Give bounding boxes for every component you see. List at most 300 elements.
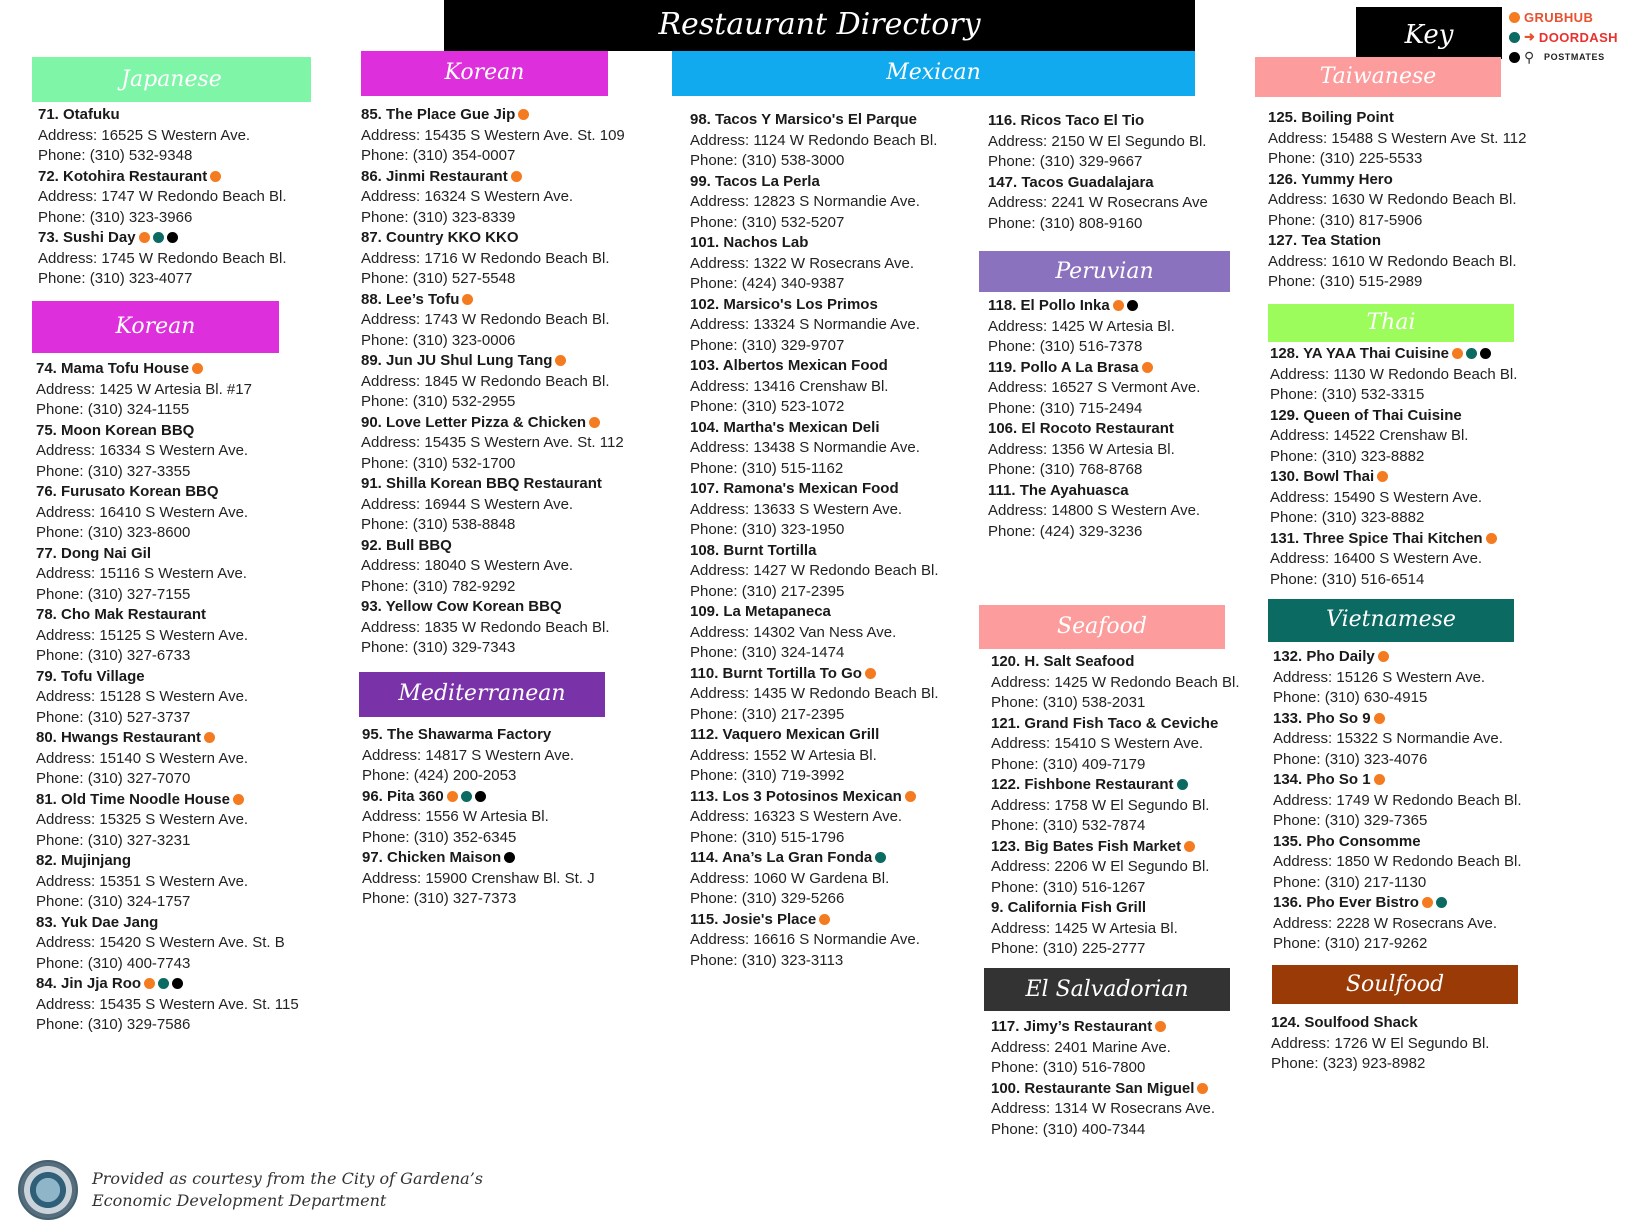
doordash-dot-icon xyxy=(153,232,164,243)
postmates-dot-icon xyxy=(167,232,178,243)
legend-doordash xyxy=(1506,27,1632,47)
header-japanese: Japanese xyxy=(32,57,311,102)
restaurant-entry xyxy=(36,913,299,975)
restaurant-name: 86. Jinmi Restaurant xyxy=(361,167,508,185)
postmates-dot-icon xyxy=(1127,300,1138,311)
restaurant-phone: Phone: (310) 527-5548 xyxy=(361,270,516,287)
restaurant-name: 75. Moon Korean BBQ xyxy=(36,421,195,439)
restaurant-phone: Phone: (310) 768-8768 xyxy=(988,461,1143,478)
restaurant-phone: Phone: (310) 329-5266 xyxy=(690,890,845,907)
restaurant-name: 102. Marsico's Los Primos xyxy=(690,295,878,313)
grubhub-dot-icon xyxy=(1184,841,1195,852)
restaurant-address: Address: 16525 S Western Ave. xyxy=(38,126,251,144)
grubhub-dot-icon xyxy=(518,109,529,120)
restaurant-address: Address: 1747 W Redondo Beach Bl. xyxy=(38,188,287,205)
doordash-dot-icon xyxy=(1466,348,1477,359)
restaurant-address: Address: 1124 W Redondo Beach Bl. xyxy=(690,131,938,149)
restaurant-name: 82. Mujinjang xyxy=(36,852,132,869)
restaurant-entry xyxy=(1273,709,1521,771)
grubhub-dot-icon xyxy=(905,791,916,802)
restaurant-phone: Phone: (310) 515-1162 xyxy=(690,459,844,477)
restaurant-address: Address: 18040 S Western Ave. xyxy=(361,557,574,574)
legend-postmates-label: POSTMATES xyxy=(1544,52,1605,62)
restaurant-address: Address: 2401 Marine Ave. xyxy=(991,1038,1171,1056)
restaurant-address: Address: 1630 W Redondo Beach Bl. xyxy=(1268,191,1517,208)
restaurant-phone: Phone: (310) 538-2031 xyxy=(991,694,1146,711)
restaurant-entry xyxy=(690,848,938,910)
restaurant-address: Address: 14522 Crenshaw Bl. xyxy=(1270,427,1469,444)
header-mexican: Mexican xyxy=(672,51,1195,96)
restaurant-address: Address: 13438 S Normandie Ave. xyxy=(690,439,920,456)
restaurant-entry xyxy=(1273,770,1521,832)
restaurant-phone: Phone: (310) 327-7155 xyxy=(36,585,191,603)
restaurant-phone: Phone: (310) 538-8848 xyxy=(361,516,516,533)
restaurant-name: 115. Josie's Place xyxy=(690,910,817,928)
restaurant-entry xyxy=(361,351,625,413)
restaurant-address: Address: 16527 S Vermont Ave. xyxy=(988,379,1201,396)
restaurant-address: Address: 16410 S Western Ave. xyxy=(36,503,249,521)
grubhub-dot-icon xyxy=(144,978,155,989)
restaurant-entry xyxy=(361,597,625,659)
restaurant-address: Address: 15116 S Western Ave. xyxy=(36,565,247,582)
restaurant-name: 97. Chicken Maison xyxy=(362,849,502,866)
restaurant-address: Address: 2241 W Rosecrans Ave xyxy=(988,194,1208,211)
restaurant-name: 147. Tacos Guadalajara xyxy=(988,173,1154,191)
restaurant-name: 84. Jin Jja Roo xyxy=(36,975,142,992)
header-vietnamese: Vietnamese xyxy=(1268,599,1514,642)
legend-grubhub-label: GRUBHUB xyxy=(1524,9,1594,25)
restaurant-address: Address: 14817 S Western Ave. xyxy=(362,746,575,764)
restaurant-phone: Phone: (310) 217-9262 xyxy=(1273,935,1428,952)
restaurant-name: 91. Shilla Korean BBQ Restaurant xyxy=(361,475,602,492)
restaurant-name: 100. Restaurante San Miguel xyxy=(991,1079,1195,1097)
restaurant-name: 130. Bowl Thai xyxy=(1270,468,1375,485)
restaurant-address: Address: 1356 W Artesia Bl. xyxy=(988,440,1175,458)
restaurant-name: 118. El Pollo Inka xyxy=(988,297,1110,314)
restaurant-name: 83. Yuk Dae Jang xyxy=(36,913,159,931)
restaurant-entry xyxy=(1268,108,1527,170)
restaurant-address: Address: 16323 S Western Ave. xyxy=(690,808,903,825)
header-el-salvadorian: El Salvadorian xyxy=(984,968,1230,1011)
restaurant-phone: Phone: (310) 217-1130 xyxy=(1273,873,1427,891)
restaurant-name: 128. YA YAA Thai Cuisine xyxy=(1270,345,1449,362)
restaurant-address: Address: 2150 W El Segundo Bl. xyxy=(988,132,1207,150)
restaurant-phone: Phone: (310) 323-8882 xyxy=(1270,447,1425,465)
restaurant-entry xyxy=(1273,647,1521,709)
restaurant-name: 88. Lee’s Tofu xyxy=(361,290,460,308)
postmates-dot-icon xyxy=(504,852,515,863)
restaurant-entry xyxy=(38,105,286,167)
restaurant-entry xyxy=(690,541,938,603)
restaurant-entry xyxy=(690,787,938,849)
restaurant-address: Address: 15435 S Western Ave. St. 115 xyxy=(36,995,299,1013)
restaurant-name: 109. La Metapaneca xyxy=(690,603,831,620)
restaurant-entry xyxy=(690,602,938,664)
restaurant-phone: Phone: (310) 782-9292 xyxy=(361,577,516,595)
restaurant-entry xyxy=(361,228,625,290)
restaurant-name: 125. Boiling Point xyxy=(1268,109,1394,126)
restaurant-address: Address: 16616 S Normandie Ave. xyxy=(690,931,920,948)
grubhub-dot-icon xyxy=(204,732,215,743)
restaurant-address: Address: 16400 S Western Ave. xyxy=(1270,550,1483,567)
postmates-dot-icon xyxy=(172,978,183,989)
restaurant-name: 124. Soulfood Shack xyxy=(1271,1014,1418,1031)
restaurant-phone: Phone: (310) 217-2395 xyxy=(690,705,845,723)
restaurant-address: Address: 15325 S Western Ave. xyxy=(36,811,249,828)
restaurant-address: Address: 1130 W Redondo Beach Bl. xyxy=(1270,365,1518,383)
restaurant-address: Address: 15420 S Western Ave. St. B xyxy=(36,934,285,951)
restaurant-address: Address: 2206 W El Segundo Bl. xyxy=(991,858,1210,875)
restaurant-phone: Phone: (310) 327-6733 xyxy=(36,647,191,664)
restaurant-phone: Phone: (310) 719-3992 xyxy=(690,767,845,784)
grubhub-dot-icon xyxy=(192,363,203,374)
header-soulfood: Soulfood xyxy=(1272,965,1518,1004)
restaurant-entry xyxy=(1270,467,1517,529)
restaurant-phone: Phone: (310) 329-7343 xyxy=(361,639,516,656)
restaurant-entry xyxy=(36,544,299,606)
restaurant-phone: Phone: (310) 323-8882 xyxy=(1270,509,1425,526)
restaurant-name: 96. Pita 360 xyxy=(362,787,444,805)
restaurant-entry xyxy=(36,851,299,913)
header-seafood: Seafood xyxy=(979,605,1225,649)
grubhub-dot-icon xyxy=(1486,533,1497,544)
restaurant-phone: Phone: (310) 532-2955 xyxy=(361,393,516,410)
restaurant-name: 99. Tacos La Perla xyxy=(690,172,820,190)
restaurant-entry xyxy=(361,413,625,475)
restaurant-name: 114. Ana’s La Gran Fonda xyxy=(690,849,873,866)
restaurant-phone: Phone: (310) 329-9707 xyxy=(690,336,845,354)
grubhub-dot-icon xyxy=(139,232,150,243)
restaurant-entry xyxy=(1270,529,1517,591)
list-mexican-1 xyxy=(690,110,938,971)
restaurant-address: Address: 13324 S Normandie Ave. xyxy=(690,316,920,333)
restaurant-phone: Phone: (310) 400-7344 xyxy=(991,1120,1146,1138)
restaurant-phone: Phone: (310) 323-8339 xyxy=(361,208,516,226)
restaurant-entry xyxy=(36,605,299,667)
restaurant-entry xyxy=(36,482,299,544)
restaurant-entry xyxy=(36,974,299,1036)
restaurant-name: 112. Vaquero Mexican Grill xyxy=(690,726,880,743)
restaurant-address: Address: 14800 S Western Ave. xyxy=(988,502,1201,519)
restaurant-address: Address: 2228 W Rosecrans Ave. xyxy=(1273,914,1498,932)
restaurant-phone: Phone: (310) 324-1155 xyxy=(36,401,190,418)
restaurant-phone: Phone: (310) 817-5906 xyxy=(1268,211,1423,229)
restaurant-address: Address: 15410 S Western Ave. xyxy=(991,735,1204,752)
restaurant-name: 79. Tofu Village xyxy=(36,667,145,685)
restaurant-entry xyxy=(38,167,286,229)
restaurant-phone: Phone: (310) 354-0007 xyxy=(361,147,516,164)
restaurant-name: 85. The Place Gue Jip xyxy=(361,106,516,123)
restaurant-address: Address: 1435 W Redondo Beach Bl. xyxy=(690,685,939,702)
restaurant-name: 95. The Shawarma Factory xyxy=(362,726,552,743)
restaurant-phone: Phone: (424) 329-3236 xyxy=(988,522,1143,540)
restaurant-entry xyxy=(991,775,1239,837)
restaurant-name: 98. Tacos Y Marsico's El Parque xyxy=(690,111,918,128)
list-peruvian xyxy=(988,296,1200,542)
restaurant-phone: Phone: (310) 324-1757 xyxy=(36,893,191,910)
restaurant-address: Address: 1758 W El Segundo Bl. xyxy=(991,796,1210,814)
footer-line-2: Economic Development Department xyxy=(92,1191,387,1210)
restaurant-entry xyxy=(361,536,625,598)
header-mediterranean: Mediterranean xyxy=(359,672,605,717)
restaurant-name: 127. Tea Station xyxy=(1268,232,1382,249)
restaurant-address: Address: 15351 S Western Ave. xyxy=(36,872,249,890)
restaurant-address: Address: 16334 S Western Ave. xyxy=(36,442,249,459)
restaurant-address: Address: 1835 W Redondo Beach Bl. xyxy=(361,618,610,636)
restaurant-name: 129. Queen of Thai Cuisine xyxy=(1270,406,1462,424)
restaurant-name: 117. Jimy’s Restaurant xyxy=(991,1018,1153,1035)
restaurant-phone: Phone: (310) 515-2989 xyxy=(1268,273,1423,290)
header-korean-1: Korean xyxy=(32,301,279,353)
restaurant-phone: Phone: (310) 630-4915 xyxy=(1273,689,1428,706)
grubhub-dot-icon xyxy=(865,668,876,679)
restaurant-address: Address: 1425 W Artesia Bl. #17 xyxy=(36,380,252,398)
list-mexican-2 xyxy=(988,111,1208,234)
restaurant-entry xyxy=(690,172,938,234)
page-title: Restaurant Directory xyxy=(444,0,1195,51)
restaurant-entry xyxy=(690,233,938,295)
restaurant-name: 136. Pho Ever Bistro xyxy=(1273,894,1419,911)
restaurant-entry xyxy=(1271,1013,1489,1075)
grubhub-dot-icon xyxy=(1377,471,1388,482)
restaurant-phone: Phone: (310) 329-7365 xyxy=(1273,812,1428,829)
doordash-dot-icon xyxy=(158,978,169,989)
restaurant-address: Address: 15322 S Normandie Ave. xyxy=(1273,730,1503,747)
restaurant-name: 111. The Ayahuasca xyxy=(988,481,1129,499)
restaurant-entry xyxy=(690,479,938,541)
restaurant-address: Address: 1845 W Redondo Beach Bl. xyxy=(361,372,610,390)
restaurant-name: 78. Cho Mak Restaurant xyxy=(36,606,207,623)
header-thai: Thai xyxy=(1268,304,1514,342)
restaurant-entry xyxy=(988,173,1208,235)
restaurant-address: Address: 1556 W Artesia Bl. xyxy=(362,808,549,825)
grubhub-dot-icon xyxy=(589,417,600,428)
doordash-dot-icon xyxy=(1436,897,1447,908)
restaurant-entry xyxy=(1273,893,1521,955)
restaurant-address: Address: 1425 W Artesia Bl. xyxy=(988,317,1175,335)
header-peruvian: Peruvian xyxy=(979,251,1230,292)
grubhub-dot-icon xyxy=(555,355,566,366)
doordash-dot-icon xyxy=(1177,779,1188,790)
grubhub-dot-icon xyxy=(1378,651,1389,662)
restaurant-address: Address: 15900 Crenshaw Bl. St. J xyxy=(362,869,595,887)
footer xyxy=(18,1160,578,1220)
grubhub-dot-icon xyxy=(210,171,221,182)
restaurant-phone: Phone: (310) 352-6345 xyxy=(362,828,517,846)
restaurant-entry xyxy=(361,290,625,352)
restaurant-name: 107. Ramona's Mexican Food xyxy=(690,480,899,497)
restaurant-phone: Phone: (310) 515-1796 xyxy=(690,828,845,846)
grubhub-dot-icon xyxy=(1374,713,1385,724)
restaurant-entry xyxy=(690,356,938,418)
restaurant-entry xyxy=(690,110,938,172)
restaurant-entry xyxy=(690,664,938,726)
bicycle-icon: ⚲ xyxy=(1524,48,1535,65)
restaurant-phone: Phone: (310) 327-7373 xyxy=(362,890,517,907)
legend-postmates xyxy=(1506,47,1632,67)
restaurant-phone: Phone: (310) 225-2777 xyxy=(991,940,1146,957)
restaurant-address: Address: 15435 S Western Ave. St. 112 xyxy=(361,434,624,451)
restaurant-address: Address: 1726 W El Segundo Bl. xyxy=(1271,1034,1490,1052)
restaurant-name: 90. Love Letter Pizza & Chicken xyxy=(361,413,587,431)
restaurant-phone: Phone: (310) 516-6514 xyxy=(1270,570,1425,588)
restaurant-name: 119. Pollo A La Brasa xyxy=(988,358,1139,376)
restaurant-phone: Phone: (310) 516-7800 xyxy=(991,1059,1146,1076)
restaurant-name: 123. Big Bates Fish Market xyxy=(991,837,1182,855)
restaurant-name: 93. Yellow Cow Korean BBQ xyxy=(361,598,562,615)
grubhub-dot-icon xyxy=(233,794,244,805)
restaurant-entry xyxy=(362,725,595,787)
restaurant-name: 76. Furusato Korean BBQ xyxy=(36,483,219,500)
list-el-salvadorian xyxy=(991,1017,1215,1140)
restaurant-entry xyxy=(36,421,299,483)
restaurant-phone: Phone: (424) 340-9387 xyxy=(690,275,845,292)
restaurant-address: Address: 15435 S Western Ave. St. 109 xyxy=(361,126,625,144)
list-taiwanese xyxy=(1268,108,1527,293)
restaurant-phone: Phone: (310) 329-9667 xyxy=(988,153,1143,170)
restaurant-phone: Phone: (310) 324-1474 xyxy=(690,644,845,661)
restaurant-name: 103. Albertos Mexican Food xyxy=(690,357,888,374)
restaurant-address: Address: 16944 S Western Ave. xyxy=(361,495,574,513)
restaurant-entry xyxy=(362,787,595,849)
restaurant-address: Address: 1314 W Rosecrans Ave. xyxy=(991,1100,1216,1117)
legend-grubhub xyxy=(1506,7,1632,27)
restaurant-address: Address: 1427 W Redondo Beach Bl. xyxy=(690,562,939,579)
restaurant-phone: Phone: (310) 323-3966 xyxy=(38,208,193,226)
grubhub-dot-icon xyxy=(462,294,473,305)
restaurant-phone: Phone: (310) 400-7743 xyxy=(36,954,191,972)
restaurant-address: Address: 14302 Van Ness Ave. xyxy=(690,623,897,641)
restaurant-address: Address: 15128 S Western Ave. xyxy=(36,688,249,705)
grubhub-dot-icon xyxy=(1374,774,1385,785)
restaurant-entry xyxy=(988,296,1200,358)
restaurant-address: Address: 1552 W Artesia Bl. xyxy=(690,746,877,764)
restaurant-phone: Phone: (310) 715-2494 xyxy=(988,399,1143,417)
key-legend xyxy=(1506,7,1632,67)
restaurant-phone: Phone: (310) 532-1700 xyxy=(361,454,516,472)
restaurant-entry xyxy=(361,105,625,167)
key-label: Key xyxy=(1356,7,1502,59)
postmates-dot-icon xyxy=(1480,348,1491,359)
restaurant-name: 108. Burnt Tortilla xyxy=(690,541,817,559)
restaurant-address: Address: 15488 S Western Ave St. 112 xyxy=(1268,129,1527,147)
restaurant-address: Address: 1060 W Gardena Bl. xyxy=(690,869,890,887)
restaurant-address: Address: 12823 S Normandie Ave. xyxy=(690,193,920,210)
restaurant-name: 121. Grand Fish Taco & Ceviche xyxy=(991,714,1219,732)
restaurant-phone: Phone: (310) 523-1072 xyxy=(690,398,845,415)
restaurant-name: 81. Old Time Noodle House xyxy=(36,790,230,808)
restaurant-address: Address: 13633 S Western Ave. xyxy=(690,500,903,518)
restaurant-phone: Phone: (310) 327-3355 xyxy=(36,462,191,480)
restaurant-entry xyxy=(36,790,299,852)
list-mediterranean xyxy=(362,725,595,910)
grubhub-dot-icon xyxy=(1509,12,1520,23)
restaurant-name: 71. Otafuku xyxy=(38,106,120,123)
restaurant-phone: Phone: (310) 225-5533 xyxy=(1268,150,1423,167)
city-seal-icon xyxy=(18,1160,78,1220)
restaurant-phone: Phone: (310) 323-8600 xyxy=(36,524,191,541)
restaurant-name: 87. Country KKO KKO xyxy=(361,229,519,246)
restaurant-entry xyxy=(36,667,299,729)
restaurant-phone: Phone: (310) 527-3737 xyxy=(36,708,191,726)
restaurant-address: Address: 15490 S Western Ave. xyxy=(1270,488,1483,506)
doordash-dot-icon xyxy=(461,791,472,802)
restaurant-address: Address: 1716 W Redondo Beach Bl. xyxy=(361,249,610,267)
list-soulfood xyxy=(1271,1013,1489,1075)
restaurant-phone: Phone: (323) 923-8982 xyxy=(1271,1055,1426,1072)
grubhub-dot-icon xyxy=(447,791,458,802)
grubhub-dot-icon xyxy=(1197,1083,1208,1094)
restaurant-name: 133. Pho So 9 xyxy=(1273,709,1371,727)
header-korean-2: Korean xyxy=(361,51,608,96)
restaurant-entry xyxy=(36,728,299,790)
restaurant-entry xyxy=(36,359,299,421)
restaurant-entry xyxy=(690,725,938,787)
restaurant-entry xyxy=(1268,231,1527,293)
restaurant-name: 92. Bull BBQ xyxy=(361,536,452,554)
restaurant-address: Address: 13416 Crenshaw Bl. xyxy=(690,377,889,395)
restaurant-phone: Phone: (310) 217-2395 xyxy=(690,582,845,600)
list-korean-2 xyxy=(361,105,625,659)
restaurant-entry xyxy=(991,1017,1215,1079)
restaurant-phone: Phone: (310) 323-3113 xyxy=(690,951,844,969)
restaurant-address: Address: 1610 W Redondo Beach Bl. xyxy=(1268,252,1517,270)
restaurant-entry xyxy=(1268,170,1527,232)
restaurant-address: Address: 1745 W Redondo Beach Bl. xyxy=(38,249,287,267)
restaurant-name: 89. Jun JU Shul Lung Tang xyxy=(361,352,553,369)
restaurant-entry xyxy=(991,714,1239,776)
restaurant-address: Address: 1322 W Rosecrans Ave. xyxy=(690,254,915,272)
restaurant-address: Address: 1850 W Redondo Beach Bl. xyxy=(1273,853,1522,870)
restaurant-name: 9. California Fish Grill xyxy=(991,899,1147,916)
restaurant-name: 116. Ricos Taco El Tio xyxy=(988,112,1145,129)
grubhub-dot-icon xyxy=(1142,362,1153,373)
restaurant-address: Address: 1743 W Redondo Beach Bl. xyxy=(361,311,610,328)
restaurant-phone: Phone: (310) 532-7874 xyxy=(991,817,1146,834)
restaurant-name: 101. Nachos Lab xyxy=(690,234,809,251)
list-thai xyxy=(1270,344,1517,590)
restaurant-entry xyxy=(690,295,938,357)
grubhub-dot-icon xyxy=(1155,1021,1166,1032)
grubhub-dot-icon xyxy=(819,914,830,925)
restaurant-name: 135. Pho Consomme xyxy=(1273,832,1421,850)
restaurant-entry xyxy=(38,228,286,290)
restaurant-entry xyxy=(988,481,1200,543)
restaurant-address: Address: 15125 S Western Ave. xyxy=(36,626,249,644)
restaurant-entry xyxy=(991,898,1239,960)
restaurant-name: 113. Los 3 Potosinos Mexican xyxy=(690,787,902,805)
doordash-logo-icon: ➜ xyxy=(1524,29,1535,44)
restaurant-name: 104. Martha's Mexican Deli xyxy=(690,418,880,436)
restaurant-phone: Phone: (310) 329-7586 xyxy=(36,1016,191,1033)
postmates-dot-icon xyxy=(1509,52,1520,63)
restaurant-entry xyxy=(362,848,595,910)
restaurant-name: 73. Sushi Day xyxy=(38,229,136,246)
restaurant-entry xyxy=(361,474,625,536)
header-taiwanese: Taiwanese xyxy=(1255,57,1501,97)
restaurant-phone: Phone: (310) 538-3000 xyxy=(690,152,845,169)
grubhub-dot-icon xyxy=(1422,897,1433,908)
restaurant-name: 126. Yummy Hero xyxy=(1268,170,1393,188)
restaurant-entry xyxy=(991,1079,1215,1141)
restaurant-phone: Phone: (310) 808-9160 xyxy=(988,214,1143,232)
restaurant-address: Address: 15140 S Western Ave. xyxy=(36,749,249,767)
restaurant-entry xyxy=(1270,406,1517,468)
restaurant-address: Address: 1425 W Artesia Bl. xyxy=(991,919,1178,937)
footer-line-1: Provided as courtesy from the City of Gardena’s xyxy=(92,1169,483,1188)
list-seafood xyxy=(991,652,1239,960)
restaurant-name: 122. Fishbone Restaurant xyxy=(991,776,1174,793)
